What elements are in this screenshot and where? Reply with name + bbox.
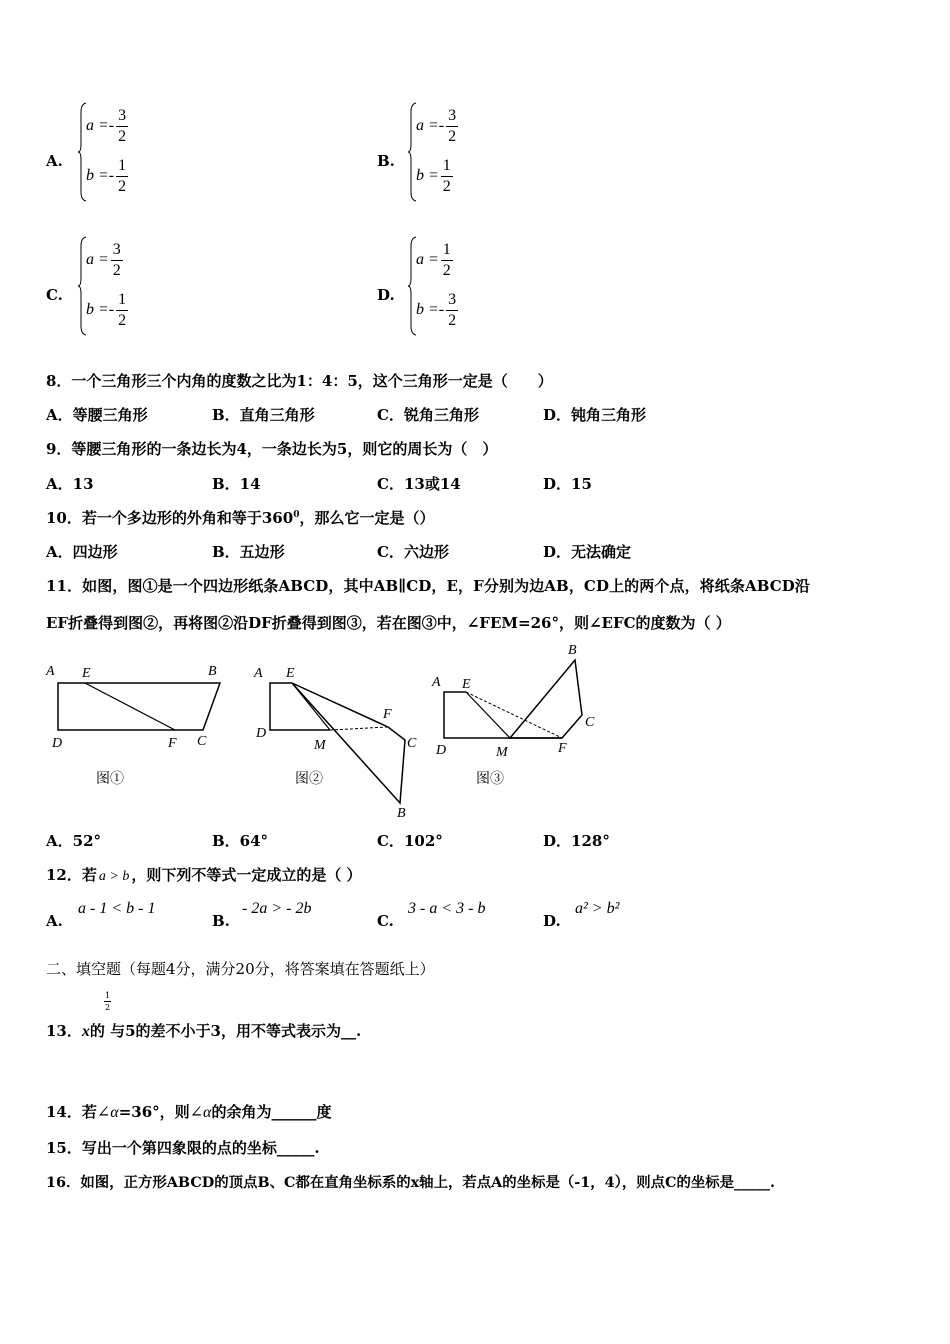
- q12-prefix: 12．若: [46, 866, 97, 884]
- fig3-label-c: C: [585, 715, 595, 730]
- fig3-label-f: F: [558, 741, 567, 756]
- q10-option-c: C．六边形: [377, 543, 449, 561]
- fig1-parallelogram: [58, 683, 220, 730]
- q7-option-b-label: B.: [377, 152, 395, 170]
- fig2-label-a: A: [254, 666, 263, 681]
- fig2-left-part: [270, 683, 330, 730]
- q12-option-d-label: D.: [543, 912, 561, 930]
- q10-text-after: ，那么它一定是（）: [299, 509, 435, 527]
- fig1-caption: 图①: [96, 771, 124, 787]
- fig1-label-f: F: [168, 736, 177, 751]
- q8-option-b: B．直角三角形: [212, 406, 315, 424]
- q7-option-d-system: [408, 236, 528, 336]
- q8-option-d: D．钝角三角形: [543, 406, 647, 424]
- q10-option-a: A．四边形: [46, 543, 118, 561]
- q10-degree-sup: 0: [293, 510, 300, 520]
- q7-option-a-label: A.: [46, 152, 63, 170]
- q14-text: [46, 1101, 331, 1122]
- fig2-dashed-line: [330, 727, 388, 730]
- q12-option-c-label: C.: [377, 912, 394, 930]
- figure-3: [430, 640, 610, 760]
- q12-option-b-label: B.: [212, 912, 230, 930]
- q13-fraction: [104, 990, 111, 1013]
- q12-option-c-expr: 3 - a < 3 - b: [408, 900, 486, 917]
- q14-angle: ∠α: [96, 1104, 119, 1121]
- fig2-label-f: F: [383, 707, 392, 722]
- q9-text: 9．等腰三角形的一条边长为4，一条边长为5，则它的周长为（ ）: [46, 440, 498, 458]
- fig1-label-a: A: [46, 664, 55, 679]
- fig1-label-d: D: [52, 736, 63, 751]
- q7-a-a-num: 3: [116, 106, 128, 127]
- q15-text: 15．写出一个第四象限的点的坐标_____.: [46, 1139, 320, 1157]
- q10-text-before: 10．若一个多边形的外角和等于360: [46, 509, 294, 527]
- fig3-label-m: M: [496, 745, 508, 760]
- q12-option-d-expr: a² > b²: [575, 900, 620, 917]
- fig3-line-em: [466, 692, 510, 738]
- fig2-caption: 图②: [295, 771, 323, 787]
- q9-option-c: C．13或14: [377, 475, 461, 493]
- q14-mid: =36°，则: [118, 1103, 190, 1121]
- q11-option-a: A．52°: [46, 832, 102, 850]
- q7-option-c-system: [78, 236, 198, 336]
- q12-suffix: ，则下列不等式一定成立的是（ ）: [131, 866, 362, 884]
- q8-option-c: C．锐角三角形: [377, 406, 479, 424]
- fig3-folded-part: [510, 660, 582, 738]
- q12-option-a-expr: a - 1 < b - 1: [78, 900, 156, 917]
- q7-d-b-lhs: b =-: [416, 301, 445, 319]
- q9-option-a: A．13: [46, 475, 94, 493]
- q7-c-b-lhs: b =-: [86, 301, 115, 319]
- figure-1: [40, 655, 230, 755]
- q7-b-a-den: 2: [448, 128, 457, 145]
- section2-title: 二、填空题（每题4分，满分20分，将答案填在答题纸上）: [46, 960, 435, 978]
- q13-frac-num: 1: [105, 991, 111, 1000]
- q13-text: [46, 1020, 361, 1041]
- q7-d-b-den: 2: [448, 312, 457, 329]
- q7-d-a-num: 1: [441, 240, 453, 261]
- figure-2: [250, 655, 430, 820]
- fig1-label-e: E: [82, 666, 91, 681]
- fig2-label-b: B: [397, 806, 406, 820]
- q11-option-b: B．64°: [212, 832, 269, 850]
- q7-b-b-num: 1: [441, 156, 453, 177]
- q12-condition: a > b: [98, 869, 130, 884]
- q7-a-a-lhs: a =-: [86, 117, 115, 135]
- q14-suffix: 的余角为______度: [211, 1103, 332, 1121]
- fig2-label-m: M: [314, 738, 326, 753]
- q7-c-a-num: 3: [111, 240, 123, 261]
- fig1-label-c: C: [197, 734, 207, 749]
- q7-option-b-system: [408, 102, 528, 202]
- q13-prefix: 13．: [46, 1022, 82, 1040]
- q12-text: [46, 864, 362, 885]
- q9-option-d: D．15: [543, 475, 592, 493]
- fig2-label-e: E: [286, 666, 295, 681]
- q8-option-a: A．等腰三角形: [46, 406, 148, 424]
- q7-a-b-num: 1: [116, 156, 128, 177]
- fig3-label-b: B: [568, 643, 577, 658]
- fig3-caption: 图③: [476, 771, 504, 787]
- q7-b-a-lhs: a =-: [416, 117, 445, 135]
- q9-option-b: B．14: [212, 475, 261, 493]
- fig2-label-d: D: [256, 726, 267, 741]
- q7-c-a-lhs: a =: [86, 251, 109, 269]
- q7-c-b-den: 2: [118, 312, 127, 329]
- q14-prefix: 14．若: [46, 1103, 97, 1121]
- q7-option-d-label: D.: [377, 286, 395, 304]
- fig1-fold-line: [85, 683, 175, 730]
- q16-text: 16．如图，正方形ABCD的顶点B、C都在直角坐标系的x轴上，若点A的坐标是（-1，4），则点C的坐标是_____.: [46, 1174, 776, 1191]
- q7-b-b-lhs: b =: [416, 167, 439, 185]
- fig3-label-e: E: [462, 677, 471, 692]
- fig3-label-d: D: [436, 743, 447, 758]
- q13-body: 的 与5的差不小于3，用不等式表示为__.: [89, 1022, 362, 1040]
- q7-b-a-num: 3: [446, 106, 458, 127]
- q8-text: 8．一个三角形三个内角的度数之比为1：4：5，这个三角形一定是（ ）: [46, 372, 553, 390]
- q11-option-d: D．128°: [543, 832, 610, 850]
- q10-option-b: B．五边形: [212, 543, 285, 561]
- q7-b-b-den: 2: [442, 178, 451, 195]
- fig3-dashed-line: [466, 692, 562, 738]
- q11-line1: 11．如图，图①是一个四边形纸条ABCD，其中AB∥CD，E，F分别为边AB，CD上的两个点，将纸条ABCD沿: [46, 577, 811, 595]
- q7-c-b-num: 1: [116, 290, 128, 311]
- q14-angle2: ∠α: [189, 1104, 212, 1121]
- q7-d-a-den: 2: [442, 262, 451, 279]
- q7-a-a-den: 2: [118, 128, 127, 145]
- q11-option-c: C．102°: [377, 832, 443, 850]
- q7-option-a-system: [78, 102, 198, 202]
- q10-text: [46, 507, 434, 528]
- q7-a-b-den: 2: [118, 178, 127, 195]
- q12-option-b-expr: - 2a > - 2b: [242, 900, 312, 917]
- q12-option-a-label: A.: [46, 912, 63, 930]
- q7-c-a-den: 2: [112, 262, 121, 279]
- fig2-label-c: C: [407, 736, 417, 751]
- q13-frac-den: 2: [105, 1003, 111, 1012]
- fig3-label-a: A: [432, 675, 441, 690]
- q7-option-c-label: C.: [46, 286, 63, 304]
- q7-a-b-lhs: b =-: [86, 167, 115, 185]
- fig1-label-b: B: [208, 664, 217, 679]
- q13-var: x: [81, 1023, 90, 1040]
- q7-d-a-lhs: a =: [416, 251, 439, 269]
- q11-line2: EF折叠得到图②，再将图②沿DF折叠得到图③，若在图③中，∠FEM=26°，则∠EFC的度数为（ ）: [46, 614, 731, 632]
- q10-option-d: D．无法确定: [543, 543, 632, 561]
- q7-d-b-num: 3: [446, 290, 458, 311]
